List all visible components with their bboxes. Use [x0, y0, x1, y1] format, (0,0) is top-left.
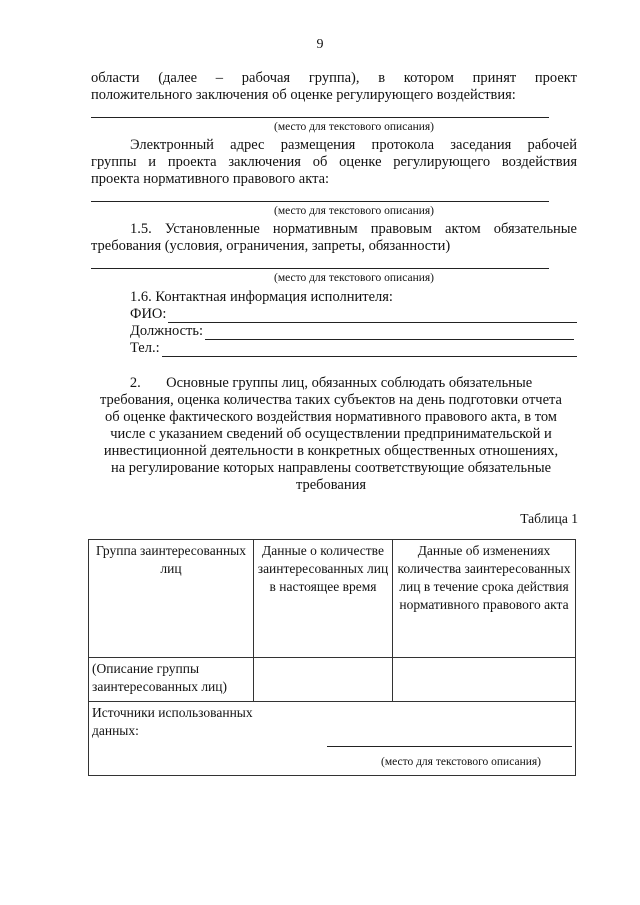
placeholder-caption-2: (место для текстового описания)	[273, 205, 434, 217]
section-2-line-1: 2. Основные группы лиц, обязанных соблюдать обязательные	[129, 375, 533, 391]
row-count-changes	[393, 658, 576, 702]
fio-blank	[168, 309, 577, 323]
paragraph-3-line-2: требования (условия, ограничения, запреты, обязанности)	[91, 238, 451, 254]
fio-label: ФИО:	[130, 306, 167, 322]
header-current-count: Данные о количестве заинтересованных лиц в настоящее время	[254, 540, 393, 658]
section-2-line-2: требования, оценка количества таких субъектов на день подготовки отчета	[100, 392, 562, 408]
position-blank	[205, 326, 574, 340]
table-row	[89, 658, 576, 702]
row-current-count	[254, 658, 393, 702]
stakeholder-table	[88, 539, 576, 776]
paragraph-2-line-2: группы и проекта заключения об оценке регулирующего воздействия	[91, 154, 577, 170]
placeholder-caption-1: (место для текстового описания)	[273, 121, 434, 133]
table-sources-row	[89, 702, 576, 776]
sources-cell	[89, 702, 576, 776]
table-header-row	[89, 540, 576, 658]
page-number: 9	[316, 37, 324, 52]
fill-line-2	[91, 201, 549, 202]
contact-heading: 1.6. Контактная информация исполнителя:	[130, 289, 393, 305]
fio-field	[130, 306, 577, 323]
position-field	[130, 323, 574, 340]
paragraph-1-line-2: положительного заключения об оценке регулирующего воздействия:	[91, 87, 516, 103]
header-count-changes: Данные об изменениях количества заинтересованных лиц в течение срока действия нормативного правового акта	[393, 540, 576, 658]
paragraph-1-line-1: области (далее – рабочая группа), в котором принят проект	[91, 70, 577, 86]
position-label: Должность:	[130, 323, 203, 339]
sources-label: Источники использованных данных:	[92, 705, 253, 738]
fill-line-1	[91, 117, 549, 118]
section-2-line-6: на регулирование которых направлены соответствующие обязательные	[110, 460, 552, 476]
header-group: Группа заинтересованных лиц	[89, 540, 254, 658]
section-2-line-3: об оценке фактического воздействия нормативного правового акта, в том	[105, 409, 557, 425]
phone-field	[130, 340, 577, 357]
table-label: Таблица 1	[520, 511, 578, 526]
sources-caption: (место для текстового описания)	[380, 756, 541, 768]
paragraph-2-line-1: Электронный адрес размещения протокола заседания рабочей	[130, 137, 577, 153]
fill-line-3	[91, 268, 549, 269]
paragraph-2-line-3: проекта нормативного правового акта:	[91, 171, 330, 187]
placeholder-caption-3: (место для текстового описания)	[273, 272, 434, 284]
paragraph-3-line-1: 1.5. Установленные нормативным правовым актом обязательные	[130, 221, 577, 237]
sources-fill-line	[327, 746, 572, 747]
section-2-line-7: требования	[295, 477, 367, 493]
section-2-line-5: инвестиционной деятельности в конкретных общественных отношениях,	[103, 443, 559, 459]
row-group-description: (Описание группы заинтересованных лиц)	[89, 658, 254, 702]
section-2-line-4: числе с указанием сведений об осуществлении предпринимательской и	[110, 426, 552, 442]
phone-label: Тел.:	[130, 340, 160, 356]
phone-blank	[162, 343, 577, 357]
